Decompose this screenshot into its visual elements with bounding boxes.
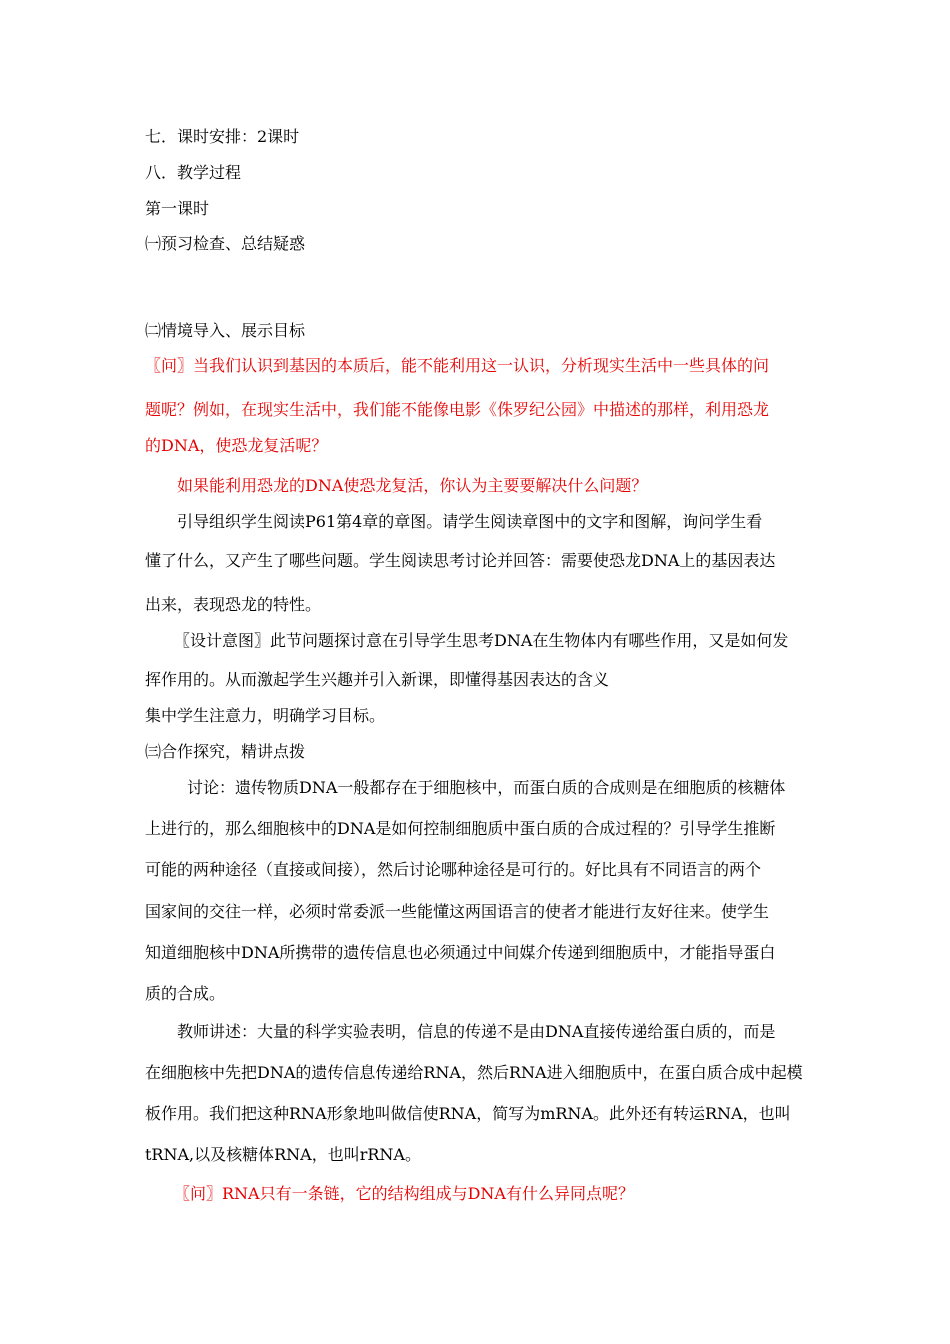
teaching-process-heading: 八．教学过程	[145, 163, 242, 182]
teacher-narration-line-3: 板作用。我们把这种RNA形象地叫做信使RNA，简写为mRNA。此外还有转运RNA，也叫	[145, 1104, 791, 1123]
discussion-line-6: 质的合成。	[145, 984, 226, 1003]
teacher-narration-line-1: 教师讲述：大量的科学实验表明，信息的传递不是由DNA直接传递给蛋白质的，而是	[177, 1022, 776, 1041]
section-1-heading: ㈠预习检查、总结疑惑	[145, 234, 306, 253]
section-3-heading: ㈢合作探究，精讲点拨	[145, 742, 306, 761]
paragraph-1-line-2: 懂了什么，又产生了哪些问题。学生阅读思考讨论并回答：需要使恐龙DNA上的基因表达	[145, 551, 776, 570]
question-1-line-2: 题呢？例如，在现实生活中，我们能不能像电影《侏罗纪公园》中描述的那样，利用恐龙	[145, 400, 770, 419]
question-1-line-4: 如果能利用恐龙的DNA使恐龙复活，你认为主要要解决什么问题？	[177, 476, 648, 495]
question-2: 〖问〗RNA只有一条链，它的结构组成与DNA有什么异同点呢？	[174, 1184, 634, 1203]
discussion-line-1: 讨论：遗传物质DNA一般都存在于细胞核中，而蛋白质的合成则是在细胞质的核糖体	[187, 778, 786, 797]
lesson-hours-line: 七．课时安排：2课时	[145, 127, 300, 146]
design-intent-line-3: 集中学生注意力，明确学习目标。	[145, 706, 386, 725]
discussion-line-4: 国家间的交往一样，必须时常委派一些能懂这两国语言的使者才能进行友好往来。使学生	[145, 902, 770, 921]
question-1-line-3: 的DNA，使恐龙复活呢？	[145, 436, 328, 455]
paragraph-1-line-1: 引导组织学生阅读P61第4章的章图。请学生阅读章图中的文字和图解，询问学生看	[177, 512, 763, 531]
paragraph-1-line-3: 出来，表现恐龙的特性。	[145, 595, 322, 614]
first-lesson-heading: 第一课时	[145, 199, 210, 218]
teacher-narration-line-2: 在细胞核中先把DNA的遗传信息传递给RNA，然后RNA进入细胞质中，在蛋白质合成中起模	[145, 1063, 803, 1082]
discussion-line-3: 可能的两种途径（直接或间接），然后讨论哪种途径是可行的。好比具有不同语言的两个	[145, 860, 762, 879]
design-intent-line-2: 挥作用的。从而激起学生兴趣并引入新课，即懂得基因表达的含义	[145, 670, 610, 689]
teacher-narration-line-4: tRNA,以及核糖体RNA，也叫rRNA。	[145, 1145, 421, 1164]
design-intent-line-1: 〖设计意图〗此节问题探讨意在引导学生思考DNA在生物体内有哪些作用，又是如何发	[174, 631, 789, 650]
section-2-heading: ㈡情境导入、展示目标	[145, 321, 306, 340]
question-1-line-1: 〖问〗当我们认识到基因的本质后，能不能利用这一认识，分析现实生活中一些具体的问	[145, 356, 770, 375]
discussion-line-5: 知道细胞核中DNA所携带的遗传信息也必须通过中间媒介传递到细胞质中，才能指导蛋白	[145, 943, 776, 962]
discussion-line-2: 上进行的，那么细胞核中的DNA是如何控制细胞质中蛋白质的合成过程的？引导学生推断	[145, 819, 776, 838]
